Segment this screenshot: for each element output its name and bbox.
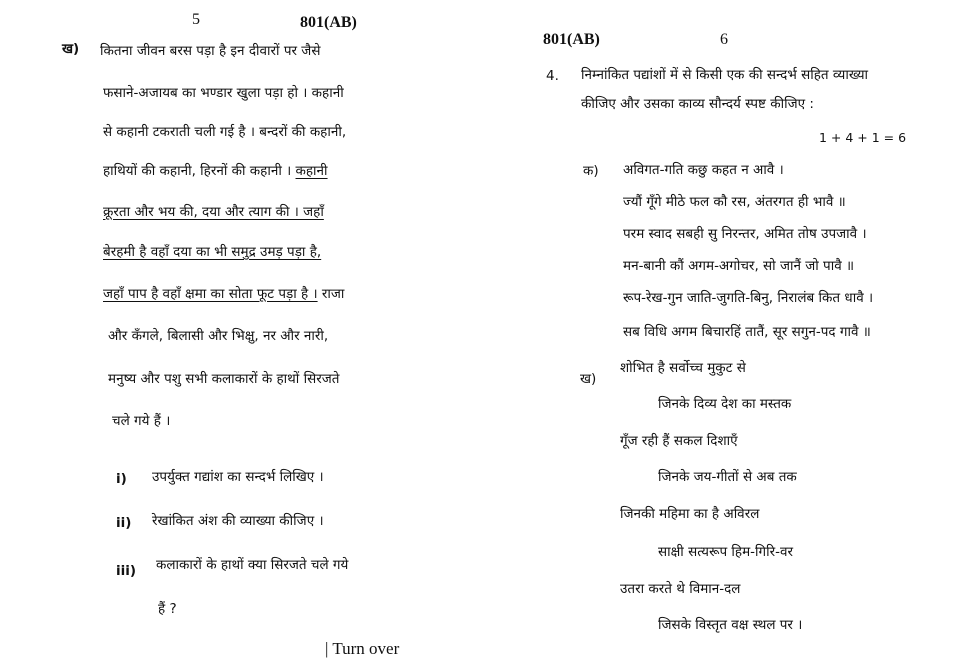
instruction-line: कीजिए और उसका काव्य सौन्दर्य स्पष्ट कीजिए : [581,96,814,112]
section-label-kha: ख) [62,41,80,57]
question-number: iii) [116,563,137,579]
passage-text: हाथियों की कहानी, हिरनों की कहानी । [103,163,296,179]
underlined-text: क्रूरता और भय की, दया और त्याग की । जहाँ [103,204,324,220]
question-number: i) [116,471,127,487]
passage-line: और कँगले, बिलासी और भिक्षु, नर और नारी, [108,328,329,344]
passage-line: चले गये हैं । [112,413,171,429]
poem-label: क) [583,163,599,179]
poem-line: अविगत-गति कछु कहत न आवै । [623,162,784,178]
question-text: कलाकारों के हाथों क्या सिरजते चले गये [156,557,349,573]
poem-line: रूप-रेख-गुन जाति-जुगति-बिनु, निरालंब कित धावै । [623,290,874,306]
turn-over-note: | Turn over [325,639,400,658]
passage-line [103,203,324,221]
passage-line [103,243,321,261]
poem-line: जिनकी महिमा का है अविरल [620,506,760,522]
question-text: उपर्युक्त गद्यांश का सन्दर्भ लिखिए । [152,469,324,485]
passage-line: से कहानी टकराती चली गई है । बन्दरों की कहानी, [103,124,347,140]
poem-line: जिसके विस्तृत वक्ष स्थल पर । [658,617,803,633]
poem-line: सब विधि अगम बिचारहिं तातैं, सूर सगुन-पद गावै ॥ [623,324,871,340]
poem-line: जिनके जय-गीतों से अब तक [658,469,797,485]
question-text: रेखांकित अंश की व्याख्या कीजिए । [152,513,324,529]
underlined-text: जहाँ पाप है वहाँ क्षमा का सोता फूट पड़ा है । [103,286,318,302]
left-paper-code: 801(AB) [300,14,357,31]
right-page-number: 6 [720,31,728,48]
right-paper-code: 801(AB) [543,31,600,48]
poem-label: ख) [580,371,597,387]
underlined-text: बेरहमी है वहाँ दया का भी समुद्र उमड़ पड़ा है, [103,244,322,260]
underlined-text: कहानी [295,163,328,179]
poem-line: उतरा करते थे विमान-दल [620,581,741,597]
question-number: ii) [116,515,132,531]
poem-line: साक्षी सत्यरूप हिम-गिरि-वर [658,544,794,560]
passage-line [103,285,344,303]
poem-line: परम स्वाद सबही सु निरन्तर, अमित तोष उपजावै । [623,226,867,242]
poem-line: शोभित है सर्वोच्च मुकुट से [620,360,746,376]
passage-line: कितना जीवन बरस पड़ा है इन दीवारों पर जैसे [100,43,321,59]
poem-line: जिनके दिव्य देश का मस्तक [658,396,792,412]
poem-line: मन-बानी कौं अगम-अगोचर, सो जानैं जो पावै ॥ [623,258,855,274]
instruction-line: निम्नांकित पद्यांशों में से किसी एक की सन्दर्भ सहित व्याख्या [581,67,869,83]
passage-line [103,162,328,180]
marks-distribution: 1 + 4 + 1 = 6 [819,130,907,145]
poem-line: गूँज रही हैं सकल दिशाएँ [620,433,738,449]
passage-line: मनुष्य और पशु सभी कलाकारों के हाथों सिरजते [108,371,340,387]
left-page-number: 5 [192,11,200,28]
question-text-continued: हैं ? [158,601,177,617]
passage-line: फसाने-अजायब का भण्डार खुला पड़ा हो । कहानी [103,85,344,101]
poem-line: ज्यौं गूँगे मीठे फल कौ रस, अंतरगत ही भावै ॥ [623,194,846,210]
question-number: 4. [546,68,559,84]
passage-text: राजा [317,286,345,302]
